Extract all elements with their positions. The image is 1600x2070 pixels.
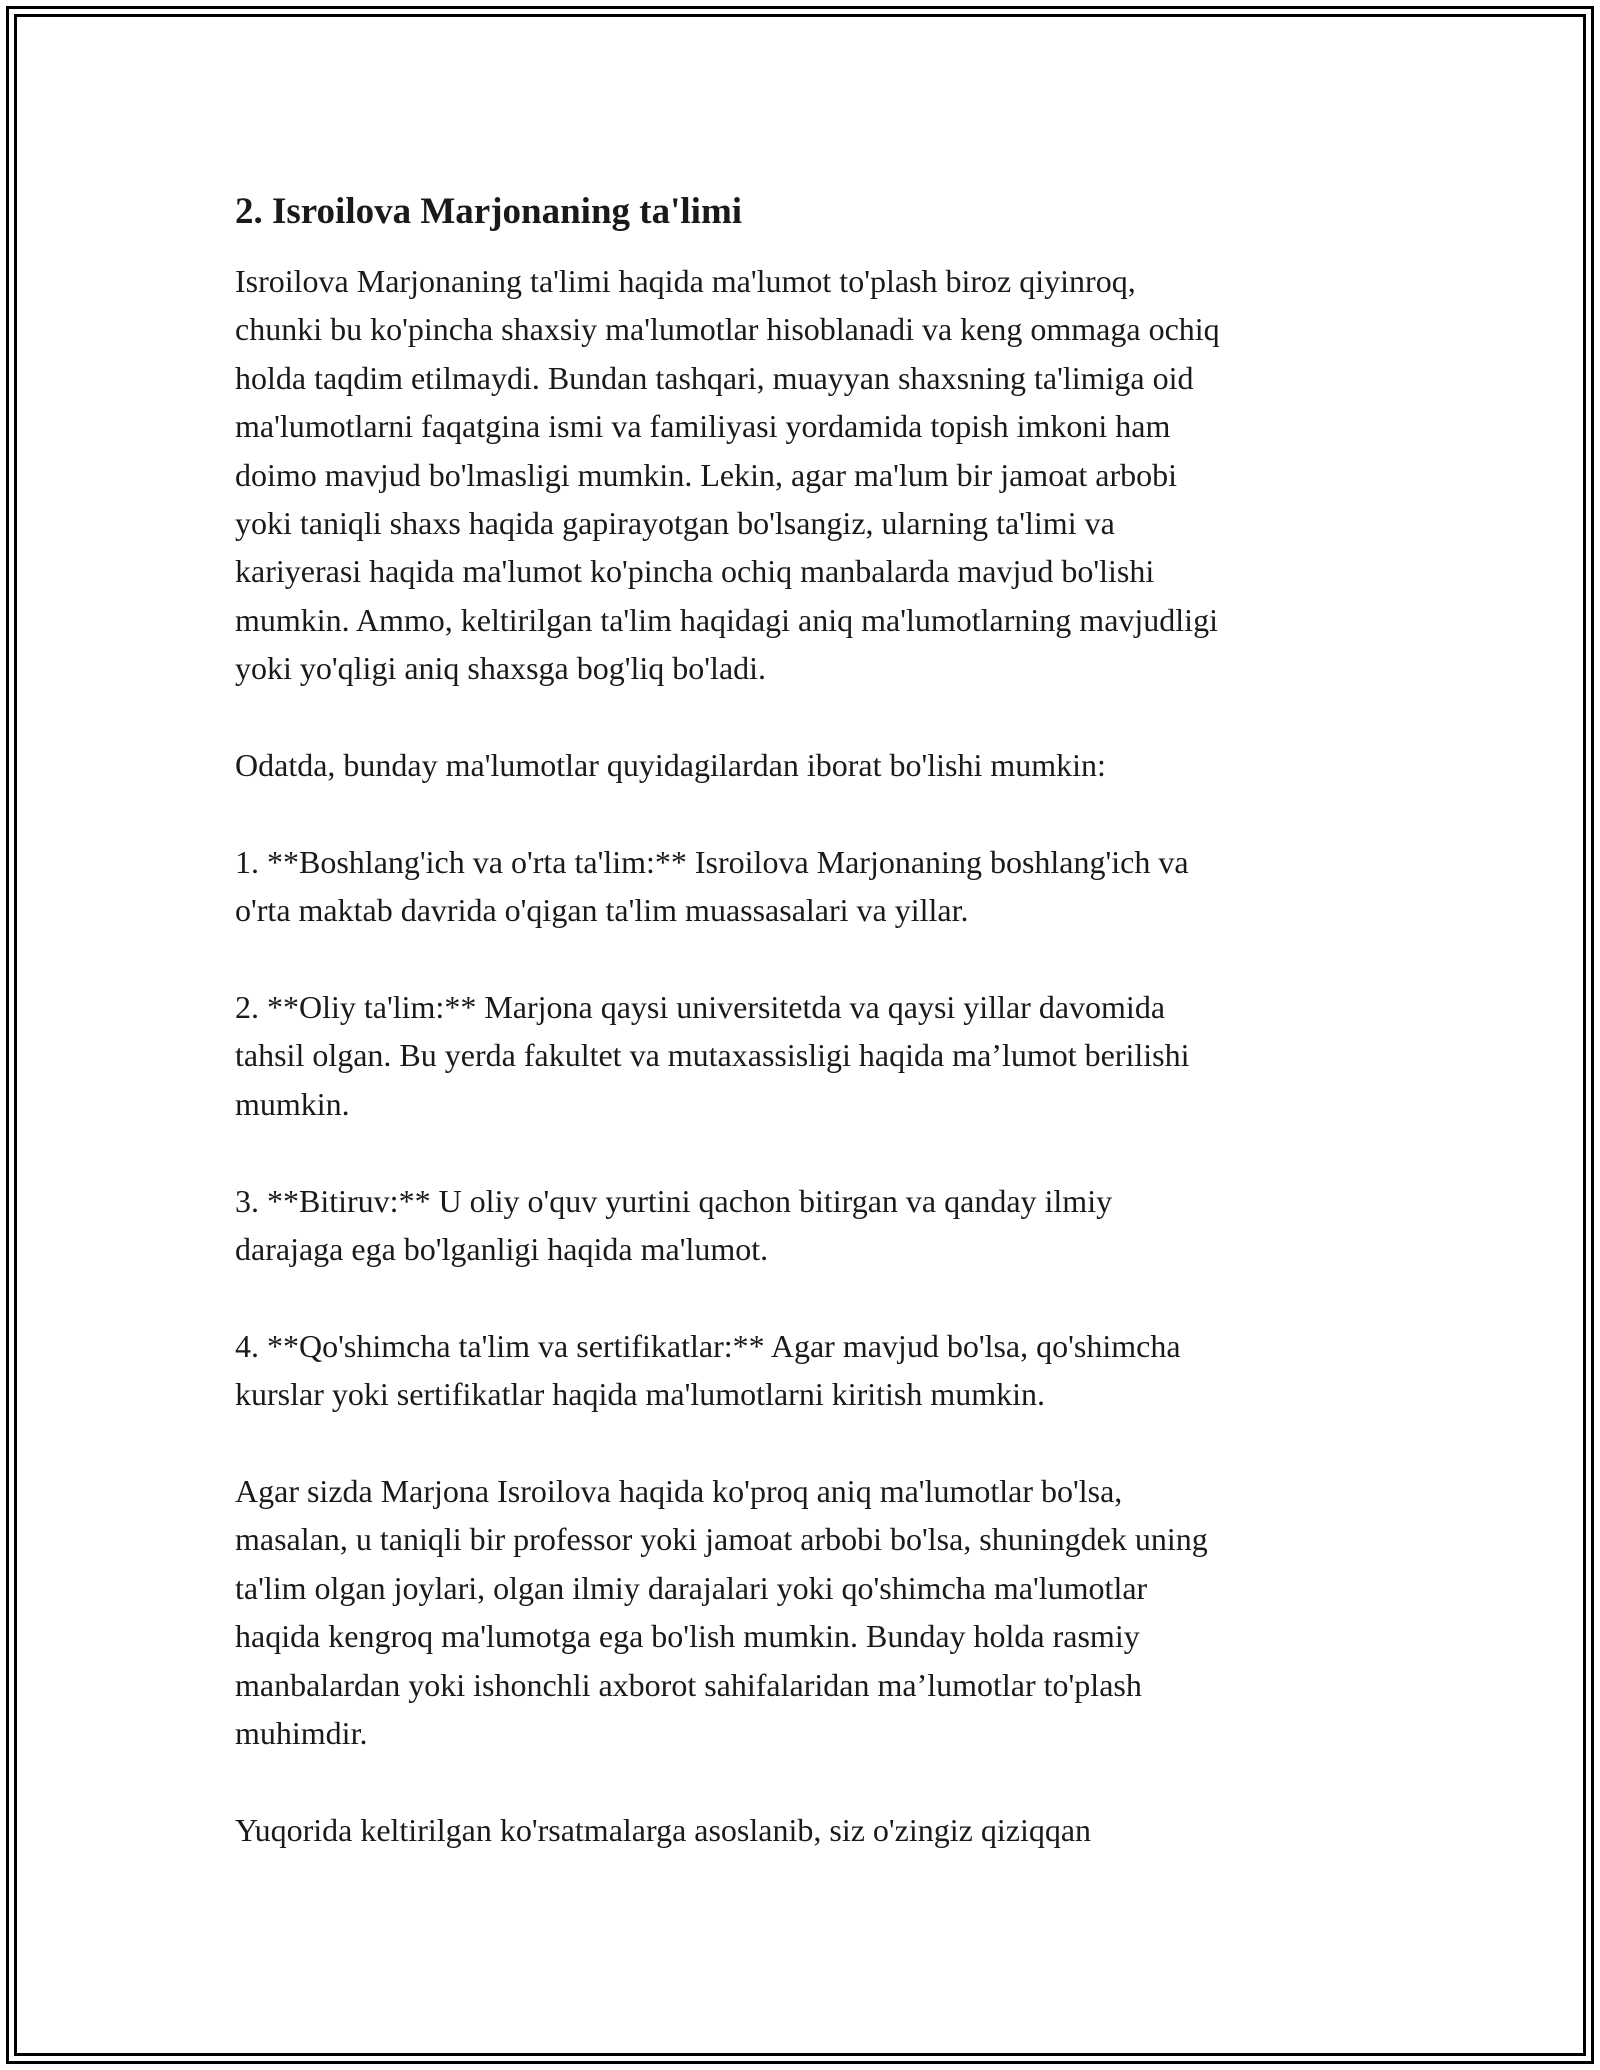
document-body	[235, 188, 1395, 1854]
paragraph-line: tahsil olgan. Bu yerda fakultet va mutaxassisligi haqida ma’lumot berilishi	[235, 1037, 1190, 1074]
list-item-4	[235, 1322, 1395, 1419]
paragraph-line: mumkin.	[235, 1085, 350, 1122]
list-intro-paragraph	[235, 741, 1395, 789]
paragraph-line: 3. **Bitiruv:** U oliy o'quv yurtini qachon bitirgan va qanday ilmiy	[235, 1182, 1113, 1219]
paragraph-line: muhimdir.	[235, 1715, 368, 1752]
paragraph-line: mumkin. Ammo, keltirilgan ta'lim haqidagi aniq ma'lumotlarning mavjudligi	[235, 601, 1218, 638]
paragraph-line: haqida kengroq ma'lumotga ega bo'lish mumkin. Bunday holda rasmiy	[235, 1618, 1140, 1655]
list-item-1	[235, 838, 1395, 935]
paragraph-line: o'rta maktab davrida o'qigan ta'lim muassasalari va yillar.	[235, 892, 969, 929]
paragraph-line: manbalardan yoki ishonchli axborot sahifalaridan ma’lumotlar to'plash	[235, 1666, 1142, 1703]
list-item-2	[235, 983, 1395, 1128]
paragraph-line: darajaga ega bo'lganligi haqida ma'lumot.	[235, 1231, 769, 1268]
paragraph-line: 1. **Boshlang'ich va o'rta ta'lim:** Isroilova Marjonaning boshlang'ich va	[235, 843, 1189, 880]
paragraph-line: ta'lim olgan joylari, olgan ilmiy darajalari yoki qo'shimcha ma'lumotlar	[235, 1569, 1148, 1606]
paragraph-line: Yuqorida keltirilgan ko'rsatmalarga asoslanib, siz o'zingiz qiziqqan	[235, 1811, 1092, 1848]
paragraph-line: doimo mavjud bo'lmasligi mumkin. Lekin, agar ma'lum bir jamoat arbobi	[235, 456, 1178, 493]
paragraph-line: 4. **Qo'shimcha ta'lim va sertifikatlar:** Agar mavjud bo'lsa, qo'shimcha	[235, 1327, 1181, 1364]
paragraph-line: ma'lumotlarni faqatgina ismi va familiyasi yordamida topish imkoni ham	[235, 408, 1171, 445]
paragraph-line: Isroilova Marjonaning ta'limi haqida ma'lumot to'plash biroz qiyinroq,	[235, 263, 1136, 299]
paragraph-line: holda taqdim etilmaydi. Bundan tashqari, muayyan shaxsning ta'limiga oid	[235, 359, 1194, 396]
paragraph-line: chunki bu ko'pincha shaxsiy ma'lumotlar hisoblanadi va keng ommaga ochiq	[235, 311, 1220, 348]
paragraph-line: yoki yo'qligi aniq shaxsga bog'liq bo'ladi.	[235, 650, 767, 687]
paragraph-line: 2. **Oliy ta'lim:** Marjona qaysi universitetda va qaysi yillar davomida	[235, 989, 1166, 1026]
paragraph-line: kurslar yoki sertifikatlar haqida ma'lumotlarni kiritish mumkin.	[235, 1376, 1046, 1413]
list-item-3	[235, 1177, 1395, 1274]
intro-paragraph	[235, 257, 1395, 693]
paragraph-line: masalan, u taniqli bir professor yoki jamoat arbobi bo'lsa, shuningdek uning	[235, 1521, 1208, 1558]
paragraph-line: Odatda, bunday ma'lumotlar quyidagilardan iborat bo'lishi mumkin:	[235, 747, 1106, 784]
conclusion-paragraph	[235, 1467, 1395, 1757]
final-paragraph	[235, 1806, 1395, 1854]
paragraph-line: Agar sizda Marjona Isroilova haqida ko'proq aniq ma'lumotlar bo'lsa,	[235, 1473, 1123, 1510]
section-heading: 2. Isroilova Marjonaning ta'limi	[235, 191, 743, 232]
paragraph-line: yoki taniqli shaxs haqida gapirayotgan bo'lsangiz, ularning ta'limi va	[235, 505, 1115, 542]
paragraph-line: kariyerasi haqida ma'lumot ko'pincha ochiq manbalarda mavjud bo'lishi	[235, 553, 1155, 590]
